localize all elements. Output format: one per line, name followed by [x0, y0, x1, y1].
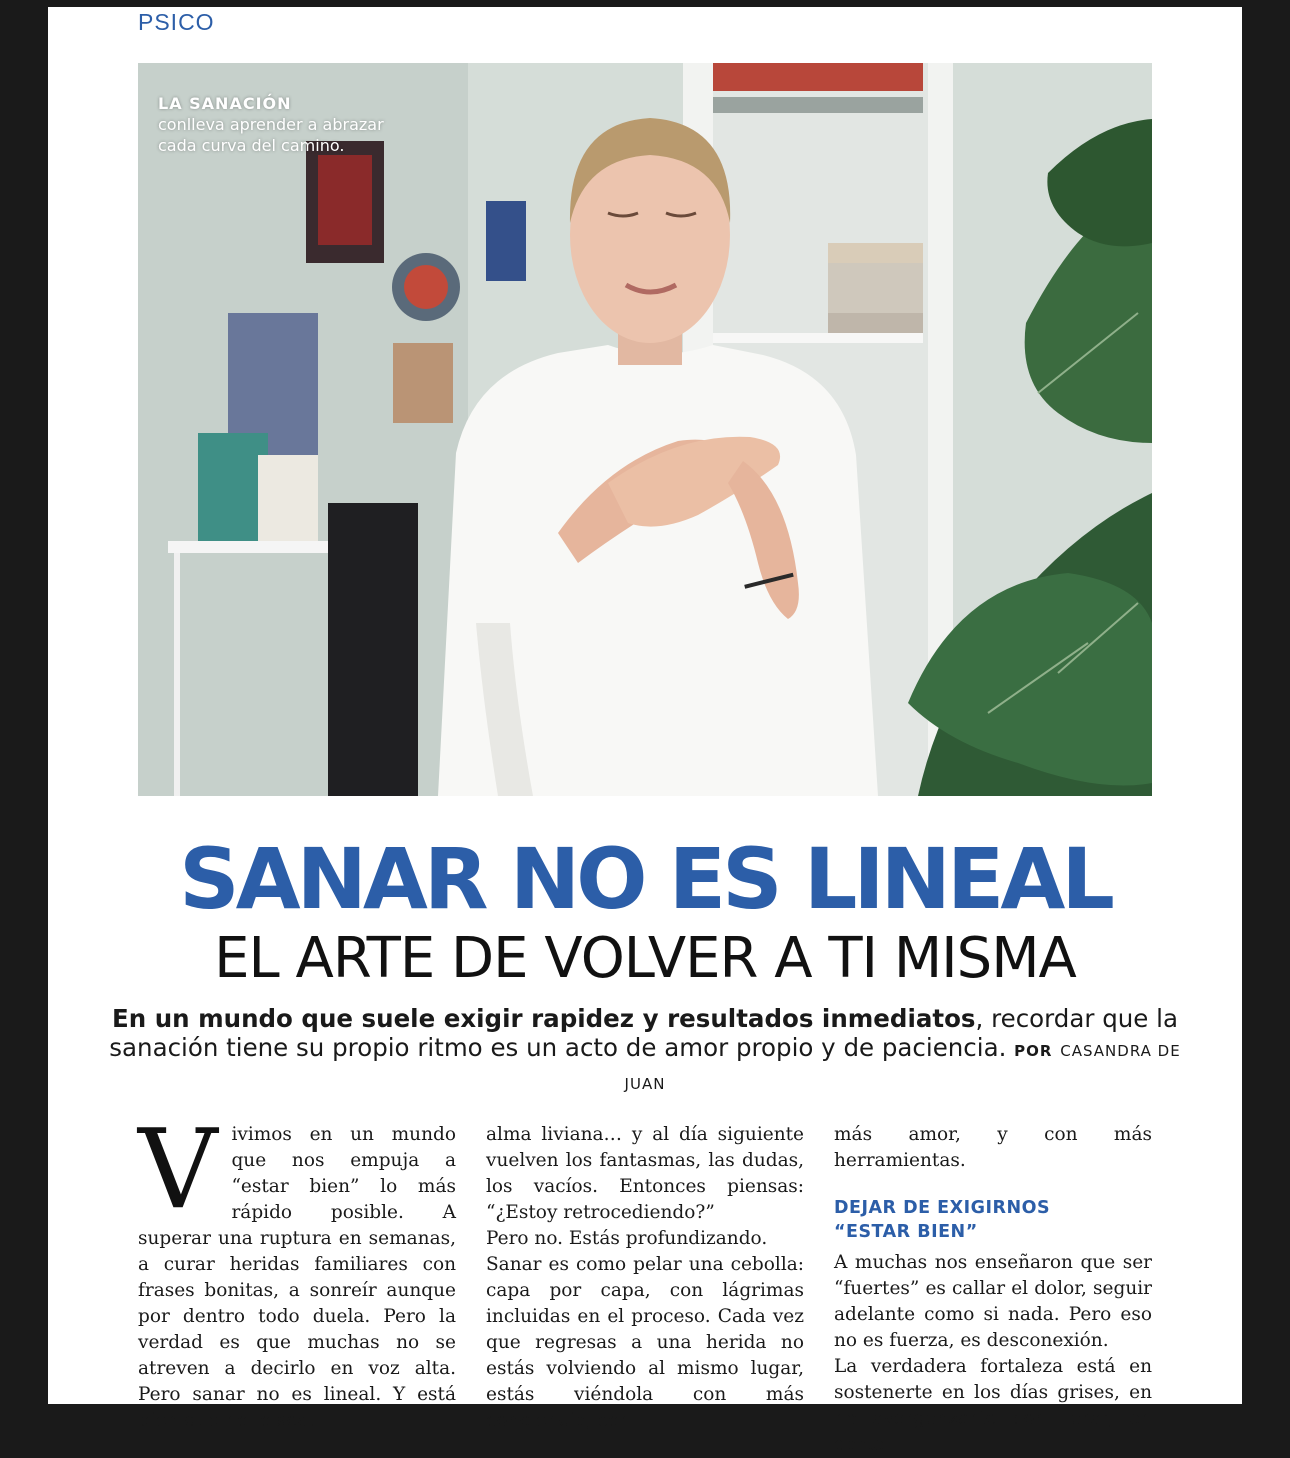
section-label: PSICO — [138, 9, 215, 35]
caption-lead: LA SANACIÓN — [158, 94, 292, 113]
byline-label: POR — [1014, 1042, 1053, 1060]
body-paragraph: ivimos en un mundo que nos empuja a “estar bien” lo más rápido posible. A superar una ruptura en semanas, a curar heridas familiares con frases bonitas, a sonreír aunque por dentro todo duela. Pero la verdad es que muchas no se atreven a decirlo en voz alta. Pero sanar no es lineal. Y está bien que no lo sea. — [138, 1124, 456, 1431]
caption-text: conlleva aprender a abrazar cada curva del camino. — [158, 115, 384, 155]
headline: SANAR NO ES LINEAL — [179, 830, 1111, 928]
subheadline: EL ARTE DE VOLVER A TI MISMA — [214, 926, 1076, 991]
body-paragraph: alma liviana… y al día siguiente vuelven los fantasmas, las dudas, los vacíos. Entonces piensas: “¿Estoy retrocediendo?” — [486, 1124, 804, 1223]
hero-photo — [138, 63, 1152, 796]
body-paragraph: La verdadera fortaleza está en sostenerte en los días grises, en no avergonzarte por llorar, en darte — [834, 1356, 1152, 1455]
section-subhead-line-1: DEJAR DE EXIGIRNOS — [834, 1198, 1051, 1218]
body-column-1 — [138, 1105, 456, 1434]
section-subhead-line-2: “ESTAR BIEN” — [834, 1222, 978, 1242]
body-column-2 — [486, 1122, 804, 1434]
standfirst-bold: En un mundo que suele exigir rapidez y resultados inmediatos — [111, 1004, 976, 1033]
body-paragraph: Pero no. Estás profundizando. — [486, 1228, 768, 1249]
body-paragraph: A muchas nos enseñaron que ser “fuertes” es callar el dolor, seguir adelante como si nada. Pero eso no es fuerza, es desconexión. — [834, 1252, 1152, 1351]
standfirst-rest: , recordar que la sanación tiene su propio ritmo es un acto de amor propio y de paciencia. — [109, 1004, 1178, 1062]
drop-cap: V — [138, 1105, 218, 1233]
body-column-3 — [834, 1122, 1152, 1458]
magazine-page — [48, 7, 1242, 1455]
body-paragraph: más amor, y con más herramientas. — [834, 1124, 1152, 1171]
byline-name: CASANDRA DE JUAN — [624, 1042, 1181, 1093]
standfirst — [108, 1004, 1182, 1099]
photo-caption — [158, 93, 388, 156]
section-subhead — [834, 1196, 1152, 1244]
body-paragraph: Sanar es como pelar una cebolla: capa por capa, con lágrimas incluidas en el proceso. Cada vez que regresas a una herida no estás volviendo al mismo lugar, estás viéndola con más conciencia, con — [486, 1254, 804, 1431]
photo-illustration — [138, 63, 1152, 796]
